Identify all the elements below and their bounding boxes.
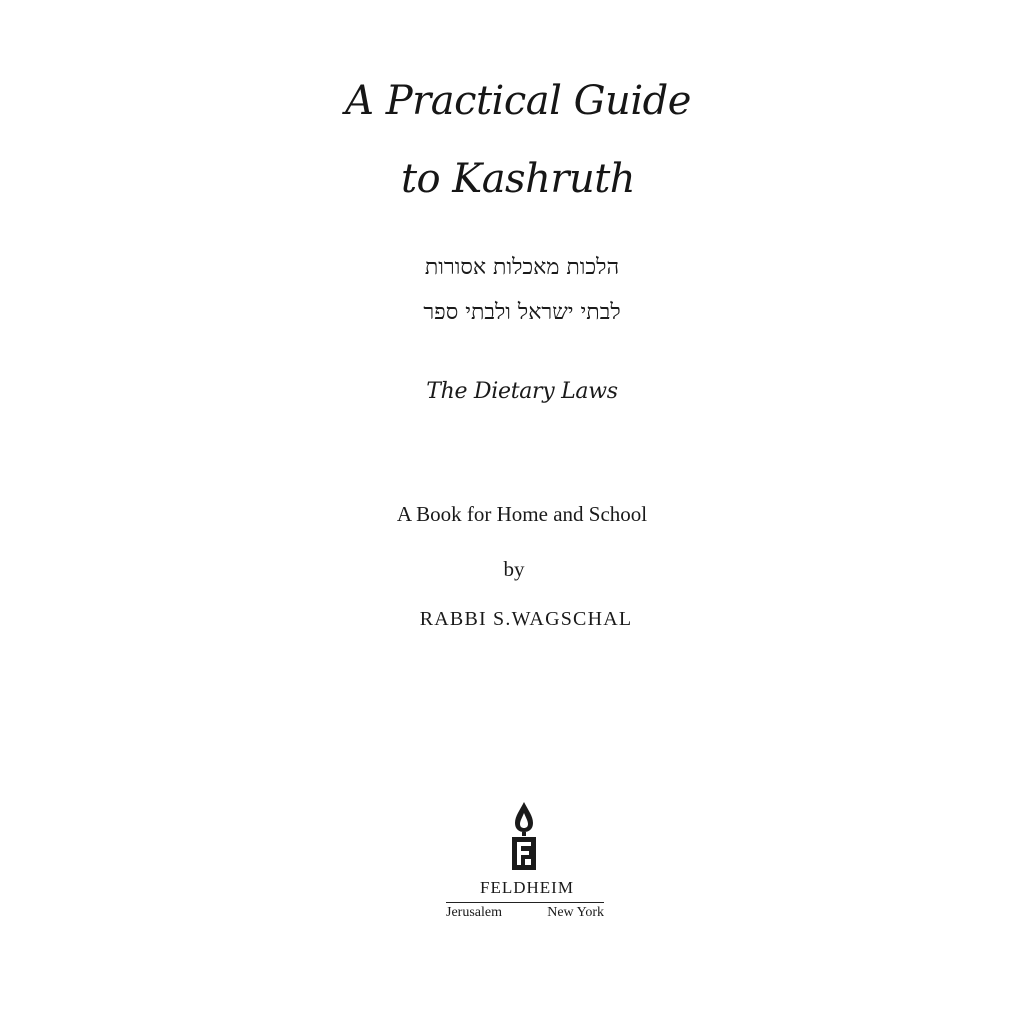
feldheim-candle-logo-icon — [505, 800, 543, 872]
book-title-line-2: to Kashruth — [400, 156, 636, 202]
hebrew-title-line-2: לבתי ישראל ולבתי ספר — [423, 300, 621, 325]
publisher-cities — [446, 905, 604, 921]
publisher-divider — [446, 902, 604, 903]
byline: by — [503, 557, 525, 581]
author-name: RABBI S.WAGSCHAL — [419, 608, 633, 630]
book-subtitle: The Dietary Laws — [426, 379, 618, 404]
hebrew-title-line-1: הלכות מאכלות אסורות — [424, 255, 620, 280]
publisher-name: FELDHEIM — [480, 878, 574, 897]
book-tagline: A Book for Home and School — [396, 502, 648, 526]
book-title-line-1: A Practical Guide — [345, 78, 691, 124]
city-jerusalem: Jerusalem — [446, 905, 502, 920]
city-new-york: New York — [547, 905, 604, 920]
